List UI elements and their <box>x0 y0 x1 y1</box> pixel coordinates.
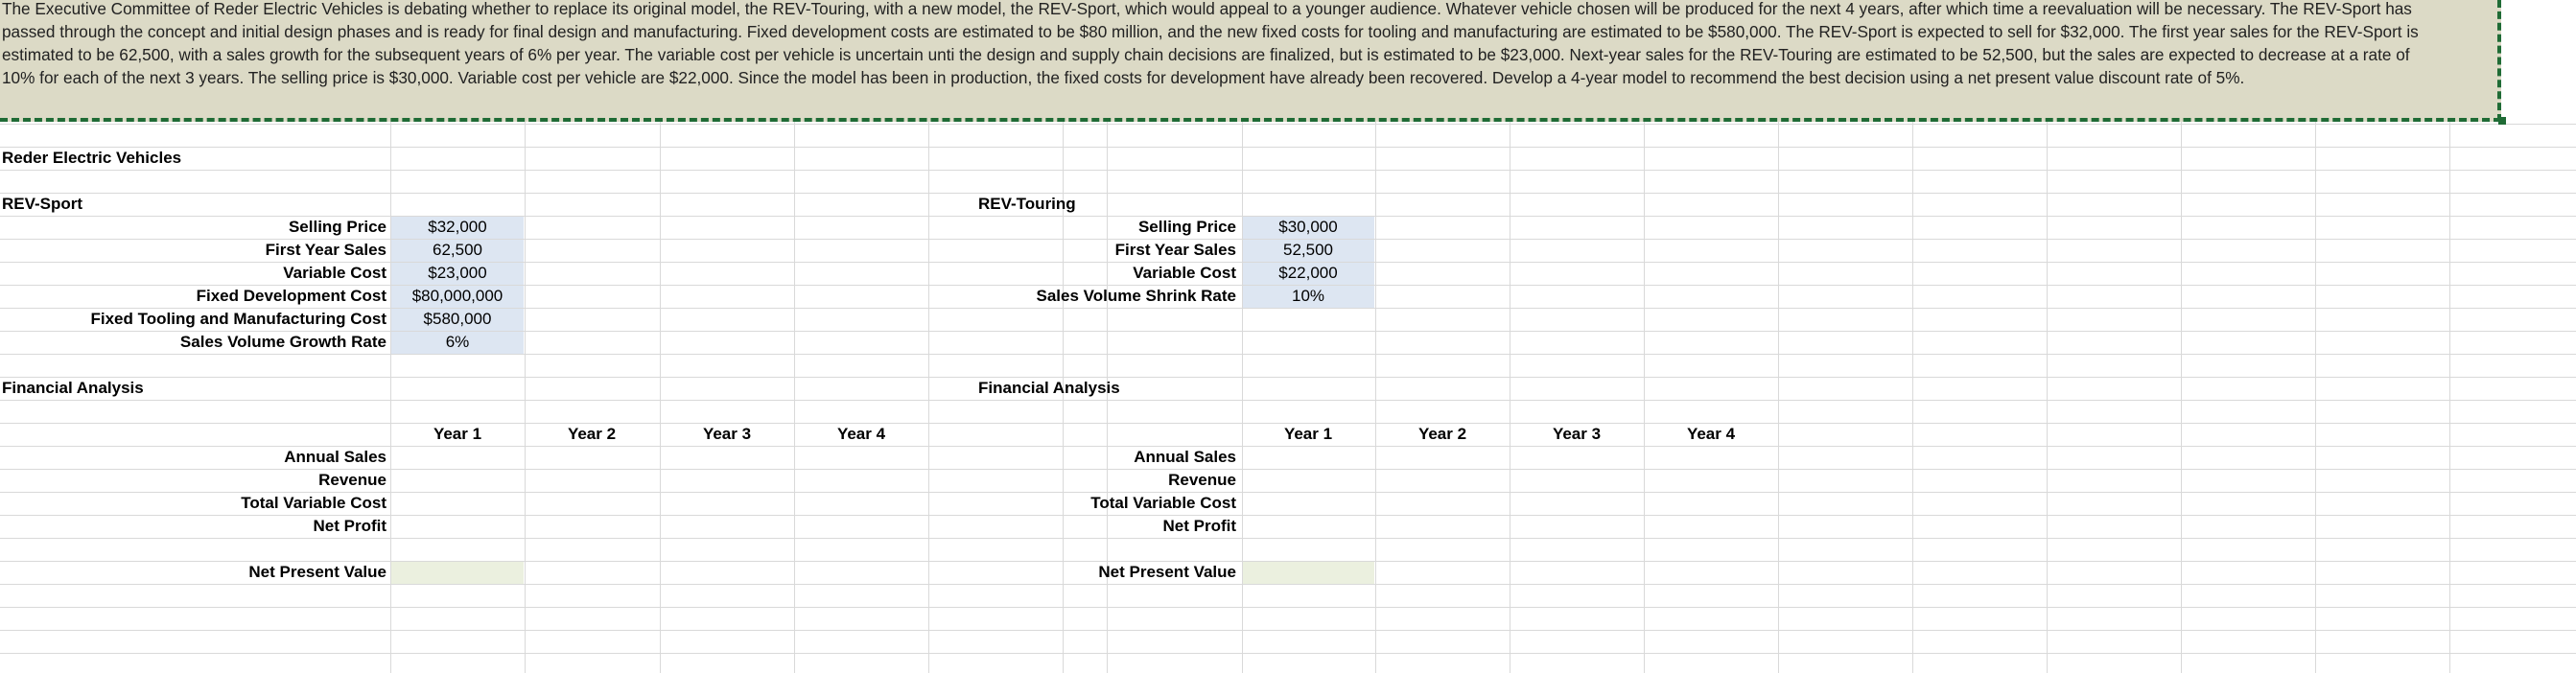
company-title: Reder Electric Vehicles <box>2 149 182 167</box>
sport-year-4-header: Year 4 <box>836 425 886 443</box>
touring-row-total-variable-cost: Total Variable Cost <box>1090 494 1236 512</box>
touring-label-first-year-sales: First Year Sales <box>1114 241 1236 259</box>
row-gridline <box>0 354 2576 355</box>
sport-analysis-title: Financial Analysis <box>2 379 144 397</box>
sport-row-revenue: Revenue <box>318 471 386 489</box>
sport-value-selling-price[interactable]: $32,000 <box>428 218 487 236</box>
touring-value-variable-cost[interactable]: $22,000 <box>1278 264 1338 282</box>
description-line: 10% for each of the next 3 years. The selling price is $30,000. Variable cost per vehicle are $22,000. Since the model has been in production, the fixed costs for development have already been recovered. Develop a 4-year model to recommend the best decision using a net present value discount rate of 5%. <box>2 68 2245 87</box>
sport-label-variable-cost: Variable Cost <box>283 264 386 282</box>
touring-heading: REV-Touring <box>978 195 1076 213</box>
touring-npv-label: Net Present Value <box>1098 563 1236 581</box>
row-gridline <box>0 147 2576 148</box>
row-gridline <box>0 124 2576 125</box>
row-gridline <box>0 400 2576 401</box>
touring-label-shrink-rate: Sales Volume Shrink Rate <box>1036 287 1236 305</box>
touring-label-selling-price: Selling Price <box>1137 218 1236 236</box>
description-line: The Executive Committee of Reder Electric Vehicles is debating whether to replace its original model, the REV-Touring, with a new model, the REV-Sport, which would appeal to a younger audience. Whatever vehicle chosen will be produced for the next 4 years, after which time a reevaluation will be necessary. The REV-Sport has <box>2 0 2412 18</box>
touring-year-4-header: Year 4 <box>1686 425 1736 443</box>
touring-year-1-header: Year 1 <box>1283 425 1333 443</box>
touring-row-net-profit: Net Profit <box>1162 517 1236 535</box>
sport-value-growth-rate[interactable]: 6% <box>445 333 470 351</box>
sport-year-1-header: Year 1 <box>433 425 482 443</box>
sport-heading: REV-Sport <box>2 195 83 213</box>
touring-analysis-title: Financial Analysis <box>978 379 1120 397</box>
row-gridline <box>0 193 2576 194</box>
touring-npv-cell[interactable] <box>1242 562 1374 585</box>
sport-label-fixed-tooling-cost: Fixed Tooling and Manufacturing Cost <box>90 310 386 328</box>
touring-value-shrink-rate[interactable]: 10% <box>1291 287 1325 305</box>
row-gridline <box>0 653 2576 654</box>
sport-row-annual-sales: Annual Sales <box>284 448 386 466</box>
row-gridline <box>0 584 2576 585</box>
description-line: passed through the concept and initial design phases and is ready for final design and manufacturing. Fixed development costs are estimated to be $80 million, and the new fixed costs for tooling and manufacturing are estimated to be $580,000. The REV-Sport is expected to sell for $32,000. The first year sales for the REV-Sport is <box>2 22 2419 41</box>
row-gridline <box>0 607 2576 608</box>
row-gridline <box>0 377 2576 378</box>
touring-year-3-header: Year 3 <box>1552 425 1602 443</box>
touring-value-first-year-sales[interactable]: 52,500 <box>1283 241 1333 259</box>
touring-year-2-header: Year 2 <box>1417 425 1467 443</box>
sport-npv-label: Net Present Value <box>248 563 386 581</box>
sport-row-net-profit: Net Profit <box>313 517 386 535</box>
sport-value-first-year-sales[interactable]: 62,500 <box>433 241 482 259</box>
sport-label-growth-rate: Sales Volume Growth Rate <box>179 333 386 351</box>
description-text <box>2 0 2492 89</box>
row-gridline <box>0 630 2576 631</box>
touring-row-revenue: Revenue <box>1168 471 1236 489</box>
sport-year-3-header: Year 3 <box>702 425 752 443</box>
row-gridline <box>0 538 2576 539</box>
sport-label-selling-price: Selling Price <box>288 218 386 236</box>
sport-label-first-year-sales: First Year Sales <box>265 241 386 259</box>
sport-row-total-variable-cost: Total Variable Cost <box>241 494 386 512</box>
sport-value-fixed-tooling-cost[interactable]: $580,000 <box>423 310 492 328</box>
touring-label-variable-cost: Variable Cost <box>1133 264 1236 282</box>
description-line: estimated to be 62,500, with a sales growth for the subsequent years of 6% per year. The variable cost per vehicle is uncertain unti the design and supply chain decisions are finalized, but is estimated to be $23,000. Next-year sales for the REV-Touring are estimated to be 52,500, but the sales are expected to decrease at a rate of <box>2 45 2410 64</box>
sport-value-variable-cost[interactable]: $23,000 <box>428 264 487 282</box>
sport-label-fixed-dev-cost: Fixed Development Cost <box>196 287 386 305</box>
sport-year-2-header: Year 2 <box>567 425 617 443</box>
resize-handle[interactable] <box>2498 117 2506 125</box>
sport-npv-cell[interactable] <box>391 562 524 585</box>
sport-value-fixed-dev-cost[interactable]: $80,000,000 <box>411 287 503 305</box>
description-textbox[interactable] <box>0 0 2501 122</box>
row-gridline <box>0 170 2576 171</box>
touring-row-annual-sales: Annual Sales <box>1134 448 1236 466</box>
touring-value-selling-price[interactable]: $30,000 <box>1278 218 1338 236</box>
